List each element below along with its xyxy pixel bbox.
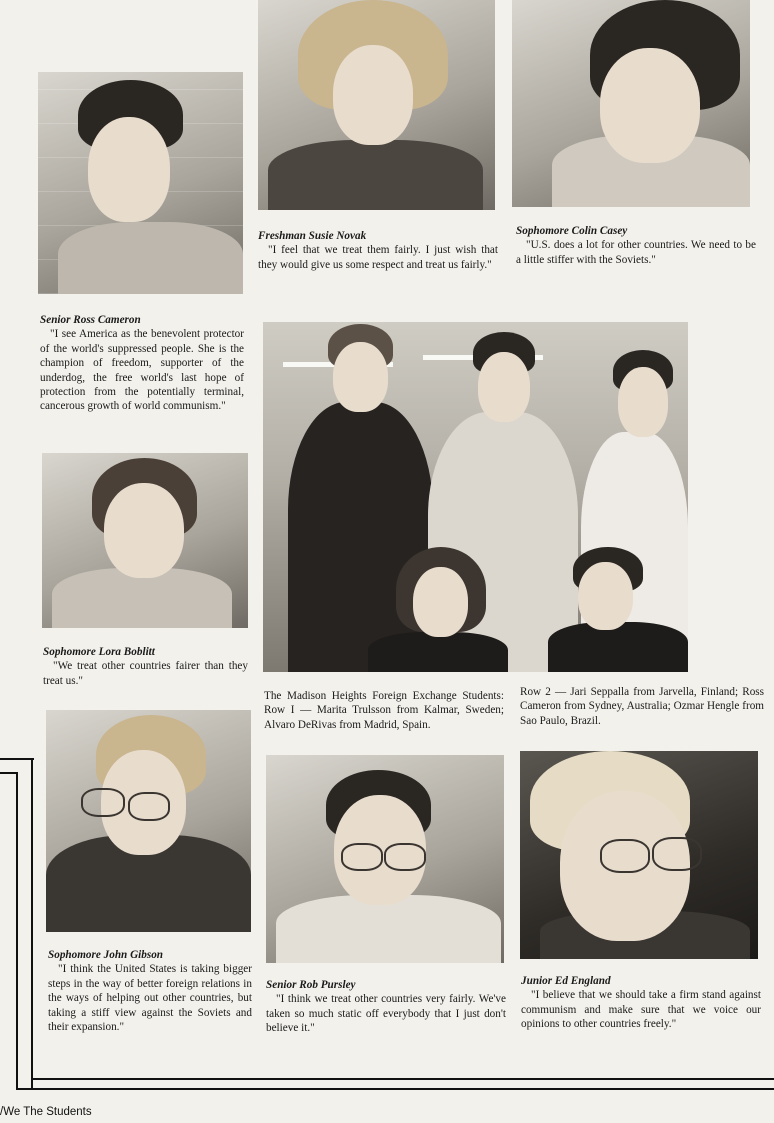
student-quote: "I think we treat other countries very fairly. We've taken so much static off everybody that I just don't believe it." xyxy=(266,993,506,1035)
student-name: Junior Ed England xyxy=(521,975,611,987)
student-quote: "We treat other countries fairer than they treat us." xyxy=(43,660,248,687)
frame-line-outer-vertical xyxy=(31,758,33,1088)
caption-john-gibson xyxy=(48,948,252,1034)
student-name: Freshman Susie Novak xyxy=(258,230,367,242)
caption-colin-casey xyxy=(516,224,756,267)
photo-john-gibson xyxy=(46,710,251,932)
student-quote: "I feel that we treat them fairly. I just wish that they would give us some respect and treat us fairly." xyxy=(258,244,498,271)
frame-line-inner-vertical xyxy=(16,772,18,1090)
caption-lora-boblitt xyxy=(43,645,248,688)
student-quote: "U.S. does a lot for other countries. We need to be a little stiffer with the Soviets." xyxy=(516,239,756,266)
student-name: Senior Rob Pursley xyxy=(266,979,356,991)
photo-ed-england xyxy=(520,751,758,959)
student-quote: "I think the United States is taking bigger steps in the way of better foreign relations in the ways of helping out other countries, but taking a stiff view against the Soviets and their expansion." xyxy=(48,963,252,1034)
photo-lora-boblitt xyxy=(42,453,248,628)
photo-colin-casey xyxy=(512,0,750,207)
student-quote: "I see America as the benevolent protector of the world's suppressed people. She is the champion of freedom, supporter of the underdog, the free world's last hope of protection from the potentially terminal, cancerous growth of world communism." xyxy=(40,328,244,413)
caption-ed-england xyxy=(521,974,761,1032)
group-caption-right: Row 2 — Jari Seppalla from Jarvella, Finland; Ross Cameron from Sydney, Australia; Ozmar Hengle from Sao Paulo, Brazil. xyxy=(520,686,764,727)
photo-ross-cameron xyxy=(38,72,243,294)
student-name: Sophomore Lora Boblitt xyxy=(43,646,155,658)
photo-rob-pursley xyxy=(266,755,504,963)
student-name: Senior Ross Cameron xyxy=(40,314,141,326)
frame-line-outer-top xyxy=(0,758,34,760)
frame-line-bottom-2 xyxy=(16,1088,774,1090)
caption-rob-pursley xyxy=(266,978,506,1036)
student-name: Sophomore Colin Casey xyxy=(516,225,628,237)
photo-susie-novak xyxy=(258,0,495,210)
group-caption-left: The Madison Heights Foreign Exchange Students: Row I — Marita Trulsson from Kalmar, Sweden; Alvaro DeRivas from Madrid, Spain. xyxy=(264,690,504,731)
student-quote: "I believe that we should take a firm stand against communism and make sure that we voice our opinions to other countries freely." xyxy=(521,989,761,1031)
caption-susie-novak xyxy=(258,229,498,272)
student-name: Sophomore John Gibson xyxy=(48,949,164,961)
caption-ross-cameron xyxy=(40,313,244,414)
frame-line-bottom-1 xyxy=(31,1078,774,1080)
page-footer: /We The Students xyxy=(0,1106,92,1118)
photo-exchange-students-group xyxy=(263,322,688,672)
